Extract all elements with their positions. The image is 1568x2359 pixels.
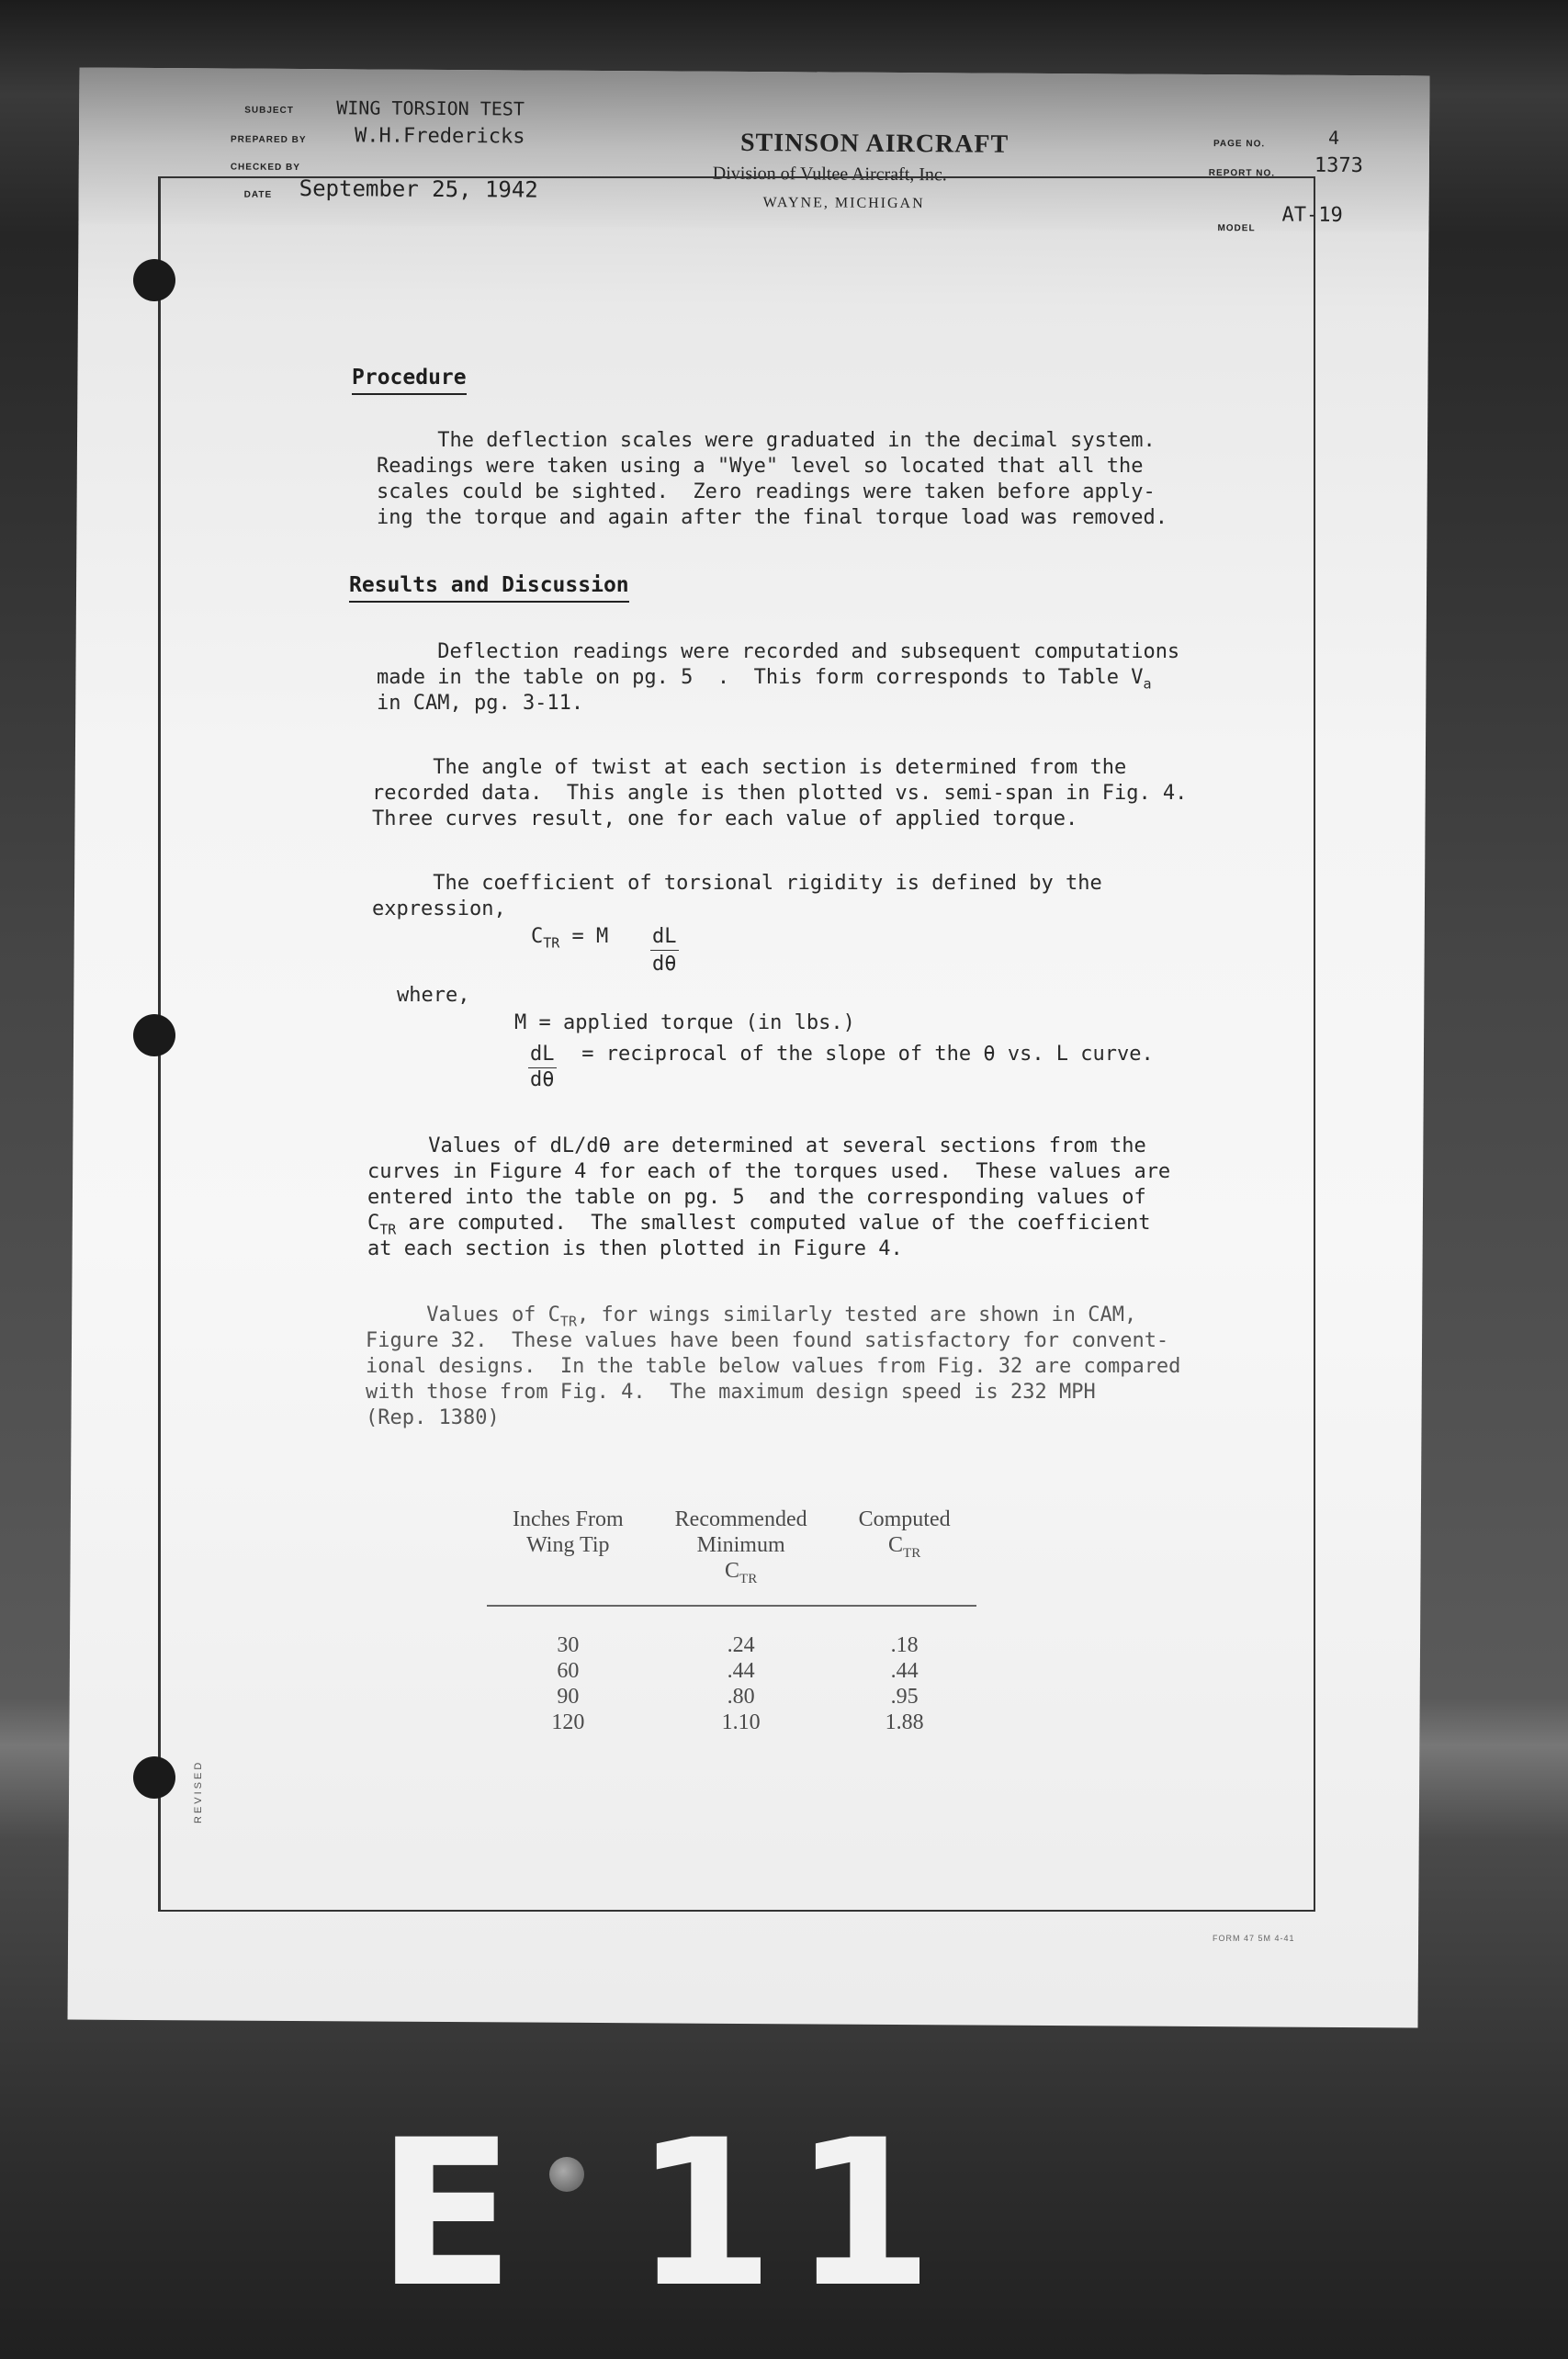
formula-denominator: dθ xyxy=(652,953,677,976)
punch-hole-middle xyxy=(133,1014,175,1056)
subject-label: SUBJECT xyxy=(244,105,294,116)
prepared-by-value: W.H.Fredericks xyxy=(354,124,525,149)
model-value: AT-19 xyxy=(1281,203,1343,227)
cell-inches: 90 xyxy=(557,1684,580,1709)
header-recommended-minimum-ctr: Recommended Minimum $C_{TR}$ xyxy=(649,1507,833,1606)
results-p5-line-2: Figure 32. These values have been found satisfactory for convent- xyxy=(366,1329,1169,1352)
frame-stamp-number: 11 xyxy=(634,2096,953,2331)
definition-dl-numerator: dL xyxy=(528,1042,557,1068)
results-p3-line-1: The coefficient of torsional rigidity is defined by the xyxy=(372,872,1102,895)
header-inches-from-wing-tip: Inches From Wing Tip xyxy=(487,1507,649,1606)
results-p5-line-1: Values of $C_{TR}$, for wings similarly tested are shown in CAM, xyxy=(366,1304,1137,1330)
procedure-line-4: ing the torque and again after the final torque load was removed. xyxy=(377,506,1168,529)
punch-hole-top xyxy=(133,259,175,301)
prepared-by-label: PREPARED BY xyxy=(230,134,307,146)
procedure-line-2: Readings were taken using a "Wye" level so located that all the xyxy=(377,455,1144,478)
page-no-label: PAGE NO. xyxy=(1213,139,1266,150)
cell-recommended: .80 xyxy=(727,1684,755,1709)
company-name: STINSON AIRCRAFT xyxy=(739,128,1010,159)
definition-dtheta-denominator: dθ xyxy=(530,1068,555,1091)
date-label: DATE xyxy=(243,189,273,200)
table-row xyxy=(487,1710,976,1735)
table-row xyxy=(487,1684,976,1710)
revised-margin-label: REVISED xyxy=(193,1759,204,1823)
results-p5-line-3: ional designs. In the table below values from Fig. 32 are compared xyxy=(366,1355,1181,1378)
results-p1-line-3: in CAM, pg. 3-11. xyxy=(377,692,584,715)
report-no-value: 1373 xyxy=(1314,153,1363,178)
results-p5-line-5: (Rep. 1380) xyxy=(366,1406,500,1429)
header-computed-ctr: Computed $C_{TR}$ xyxy=(833,1507,976,1606)
page-no-value: 4 xyxy=(1327,126,1340,149)
results-p1-line-1: Deflection readings were recorded and subsequent computations xyxy=(377,640,1180,663)
results-p4-line-2: curves in Figure 4 for each of the torques used. These values are xyxy=(367,1160,1171,1183)
results-p3-line-2: expression, xyxy=(372,897,506,920)
cell-computed: 1.88 xyxy=(885,1710,924,1734)
results-heading: Results and Discussion xyxy=(349,573,629,603)
definition-m: M = applied torque (in lbs.) xyxy=(514,1011,855,1034)
checked-by-label: CHECKED BY xyxy=(230,162,301,174)
formula-numerator: dL xyxy=(650,924,679,951)
where-label: where, xyxy=(397,984,470,1007)
results-p4-line-1: Values of dL/dθ are determined at several sections from the xyxy=(367,1134,1146,1157)
results-p5-line-4: with those from Fig. 4. The maximum design speed is 232 MPH xyxy=(366,1381,1096,1404)
results-p1-line-2: made in the table on pg. 5 . This form corresponds to Table $V_a$ xyxy=(377,666,1152,693)
company-city: WAYNE, MICHIGAN xyxy=(762,195,925,212)
frame-stamp-letter: E xyxy=(377,2096,515,2331)
procedure-line-1: The deflection scales were graduated in the decimal system. xyxy=(377,429,1156,452)
results-p4-line-3: entered into the table on pg. 5 and the corresponding values of xyxy=(367,1186,1146,1209)
company-division: Division of Vultee Aircraft, Inc. xyxy=(712,163,947,186)
table-row xyxy=(487,1658,976,1684)
punch-hole-bottom xyxy=(133,1756,175,1799)
procedure-heading: Procedure xyxy=(352,366,467,395)
cell-inches: 60 xyxy=(557,1658,580,1683)
cell-computed: .18 xyxy=(890,1632,919,1657)
subject-value: WING TORSION TEST xyxy=(336,96,525,120)
cell-inches: 30 xyxy=(557,1632,580,1657)
frame-stamp-dot xyxy=(549,2157,584,2192)
cell-recommended: 1.10 xyxy=(721,1710,761,1734)
form-number: FORM 47 5M 4-41 xyxy=(1213,1934,1295,1943)
results-p2-line-1: The angle of twist at each section is determined from the xyxy=(372,756,1127,779)
procedure-line-3: scales could be sighted. Zero readings were taken before apply- xyxy=(377,480,1156,503)
report-no-label: REPORT NO. xyxy=(1208,168,1276,179)
results-p4-line-4: $C_{TR}$ are computed. The smallest computed value of the coefficient xyxy=(367,1212,1151,1238)
cell-recommended: .44 xyxy=(727,1658,755,1683)
results-p2-line-2: recorded data. This angle is then plotted vs. semi-span in Fig. 4. xyxy=(372,782,1188,805)
results-p4-line-5: at each section is then plotted in Figure 4. xyxy=(367,1237,903,1260)
table-row xyxy=(487,1606,976,1658)
cell-computed: .95 xyxy=(890,1684,919,1709)
date-value: September 25, 1942 xyxy=(299,175,538,203)
definition-reciprocal: = reciprocal of the slope of the θ vs. L curve. xyxy=(570,1043,1154,1066)
formula-ctr: $C_{TR} = M$ xyxy=(531,925,609,952)
model-label: MODEL xyxy=(1217,223,1256,234)
results-p2-line-3: Three curves result, one for each value of applied torque. xyxy=(372,807,1078,830)
cell-computed: .44 xyxy=(890,1658,919,1683)
rigidity-comparison-table xyxy=(487,1507,976,1735)
cell-inches: 120 xyxy=(551,1710,585,1734)
cell-recommended: .24 xyxy=(727,1632,755,1657)
